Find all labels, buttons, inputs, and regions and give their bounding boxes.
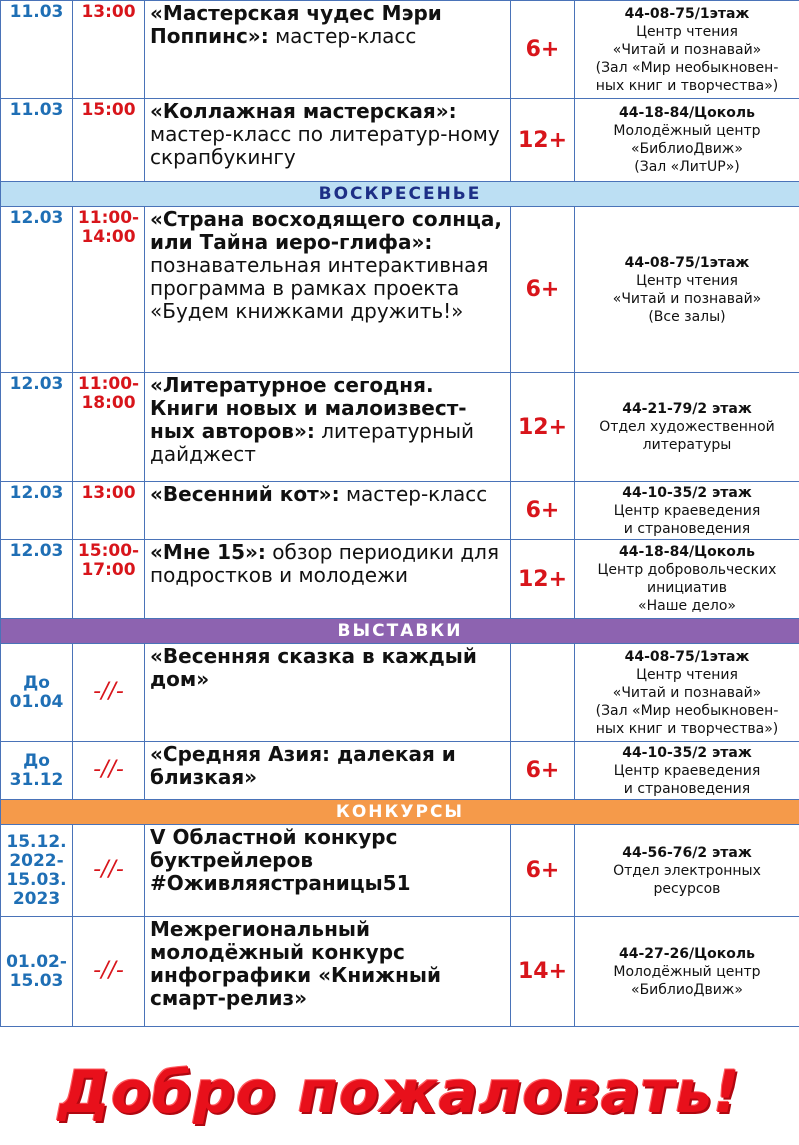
event-title [145,207,511,373]
age-rating: 6+ [511,207,575,373]
location-line: Отдел электронных [613,862,761,879]
section-header-sunday [1,182,799,207]
event-title [145,482,511,540]
contest-title [145,825,511,917]
location-line: «Читай и познавай» [612,290,762,307]
event-time [73,373,145,482]
age-rating [511,644,575,742]
age-rating: 6+ [511,742,575,800]
date-line: 15.12. [6,831,67,852]
age-rating: 6+ [511,825,575,917]
event-date: 12.03 [1,373,73,482]
exhibition-date [1,742,73,800]
location-line: «Наше дело» [638,598,736,614]
contest-row [1,917,799,1027]
event-title [145,1,511,99]
exhibition-row [1,644,799,742]
event-location [575,482,799,540]
date-line: 01.02- [6,951,67,972]
ditto-mark: -//- [93,679,124,704]
location-line: «Читай и познавай» [612,684,762,701]
event-date: 12.03 [1,482,73,540]
date-line: 2023 [12,888,61,909]
location-line: ных книг и творчества») [595,720,779,737]
event-location [575,207,799,373]
event-title-rest: мастер-класс [339,482,488,506]
age-rating: 6+ [511,482,575,540]
event-title-rest: познавательная интерактивная программа в рамках проекта «Будем книжками дружить!» [150,253,489,323]
ditto-mark: -//- [93,857,124,882]
event-location [575,1,799,99]
time-start: 11:00- [77,374,140,394]
location-line: (Зал «Мир необыкновен- [595,59,779,76]
location-phone: 44-08-75/1этаж [624,5,750,22]
event-row [1,482,799,540]
event-date: 12.03 [1,207,73,373]
contest-row [1,825,799,917]
date-line: 15.03. [6,869,67,890]
event-row [1,540,799,619]
location-phone: 44-27-26/Цоколь [618,945,755,962]
event-location [575,99,799,182]
event-time: 13:00 [73,1,145,99]
time-start: 11:00- [77,208,140,228]
event-title-rest: литературный дайджест [150,419,474,466]
event-row [1,373,799,482]
time-end: 14:00 [81,227,136,247]
ditto-mark: -//- [93,958,124,983]
location-line: Центр краеведения [613,762,761,779]
event-title-rest: мастер-класс по литератур-ному скрапбукингу [150,122,500,169]
location-line: Молодёжный центр [613,123,761,139]
time-start: 15:00- [77,541,140,561]
exhibition-title-main: «Средняя Азия: далекая и близкая» [150,742,456,789]
exhibition-row [1,742,799,800]
location-line: Центр чтения [636,666,738,683]
date-line: 31.12 [9,769,64,790]
location-phone: 44-18-84/Цоколь [618,544,755,560]
event-location [575,825,799,917]
event-title-main: «Литературное сегодня. Книги новых и малоизвест-ных авторов»: [150,373,467,443]
location-line: Центр чтения [636,272,738,289]
event-title-main: «Коллажная мастерская»: [150,99,457,123]
location-line: Центр краеведения [613,502,761,519]
section-title: ВОСКРЕСЕНЬЕ [1,182,799,207]
contest-title-main: Межрегиональный молодёжный конкурс инфографики «Книжный смарт-релиз» [150,917,442,1010]
location-phone: 44-21-79/2 этаж [622,401,752,417]
event-date: 11.03 [1,1,73,99]
exhibition-title [145,742,511,800]
location-phone: 44-10-35/2 этаж [622,484,752,501]
location-phone: 44-08-75/1этаж [624,648,750,665]
location-line: «Читай и познавай» [612,41,762,58]
ditto-mark: -//- [93,757,124,782]
event-time [73,540,145,619]
section-header-contests [1,800,799,825]
time-end: 17:00 [81,560,136,580]
event-title-main: «Мастерская чудес Мэри Поппинс»: [150,1,442,48]
location-phone: 44-56-76/2 этаж [622,844,752,861]
location-line: (Зал «ЛитUP») [634,159,740,175]
date-line: 01.04 [9,691,64,712]
event-time [73,207,145,373]
section-header-exhibitions [1,619,799,644]
location-line: Отдел художественной [599,419,775,435]
event-time: 15:00 [73,99,145,182]
event-title-rest: мастер-класс [268,24,417,48]
event-row [1,1,799,99]
exhibition-title [145,644,511,742]
contest-date [1,825,73,917]
event-title-main: «Весенний кот»: [150,482,340,506]
event-location [575,540,799,619]
welcome-banner: Добро пожаловать! [58,1058,741,1126]
event-location [575,644,799,742]
date-line: До [23,672,50,693]
contest-title [145,917,511,1027]
contest-time [73,917,145,1027]
event-row [1,207,799,373]
location-phone: 44-08-75/1этаж [624,254,750,271]
location-line: литературы [642,437,732,453]
location-line: и страноведения [623,520,751,537]
age-rating: 14+ [511,917,575,1027]
event-title-main: «Страна восходящего солнца, или Тайна иеро-глифа»: [150,207,502,254]
event-location [575,917,799,1027]
location-line: (Зал «Мир необыкновен- [595,702,779,719]
exhibition-title-main: «Весенняя сказка в каждый дом» [150,644,477,691]
exhibition-time [73,742,145,800]
event-date: 12.03 [1,540,73,619]
location-line: и страноведения [623,780,751,797]
contest-title-main: V Областной конкурс буктрейлеров #Оживляястраницы51 [150,825,411,895]
location-phone: 44-10-35/2 этаж [622,744,752,761]
location-line: Молодёжный центр [613,963,761,980]
exhibition-date [1,644,73,742]
age-rating: 6+ [511,1,575,99]
time-end: 18:00 [81,393,136,413]
event-title [145,540,511,619]
date-line: 2022- [9,850,64,871]
event-location [575,742,799,800]
event-location [575,373,799,482]
contest-time [73,825,145,917]
location-line: «БиблиоДвиж» [631,141,743,157]
date-line: 15.03 [9,970,64,991]
event-title-rest: обзор периодики для подростков и молодежи [150,540,499,587]
location-line: ных книг и творчества») [595,77,779,94]
location-phone: 44-18-84/Цоколь [618,105,755,121]
age-rating: 12+ [511,373,575,482]
event-title [145,99,511,182]
location-line: «БиблиоДвиж» [631,981,743,998]
section-title: КОНКУРСЫ [1,800,799,825]
exhibition-time [73,644,145,742]
event-title [145,373,511,482]
age-rating: 12+ [511,99,575,182]
date-line: До [23,750,50,771]
location-line: Центр добровольческих [597,562,777,578]
event-row [1,99,799,182]
contest-date [1,917,73,1027]
location-line: инициатив [646,580,728,596]
location-line: Центр чтения [636,23,738,40]
event-time: 13:00 [73,482,145,540]
event-date: 11.03 [1,99,73,182]
event-title-main: «Мне 15»: [150,540,266,564]
location-line: (Все залы) [648,308,726,325]
location-line: ресурсов [653,880,721,897]
age-rating: 12+ [511,540,575,619]
section-title: ВЫСТАВКИ [1,619,799,644]
